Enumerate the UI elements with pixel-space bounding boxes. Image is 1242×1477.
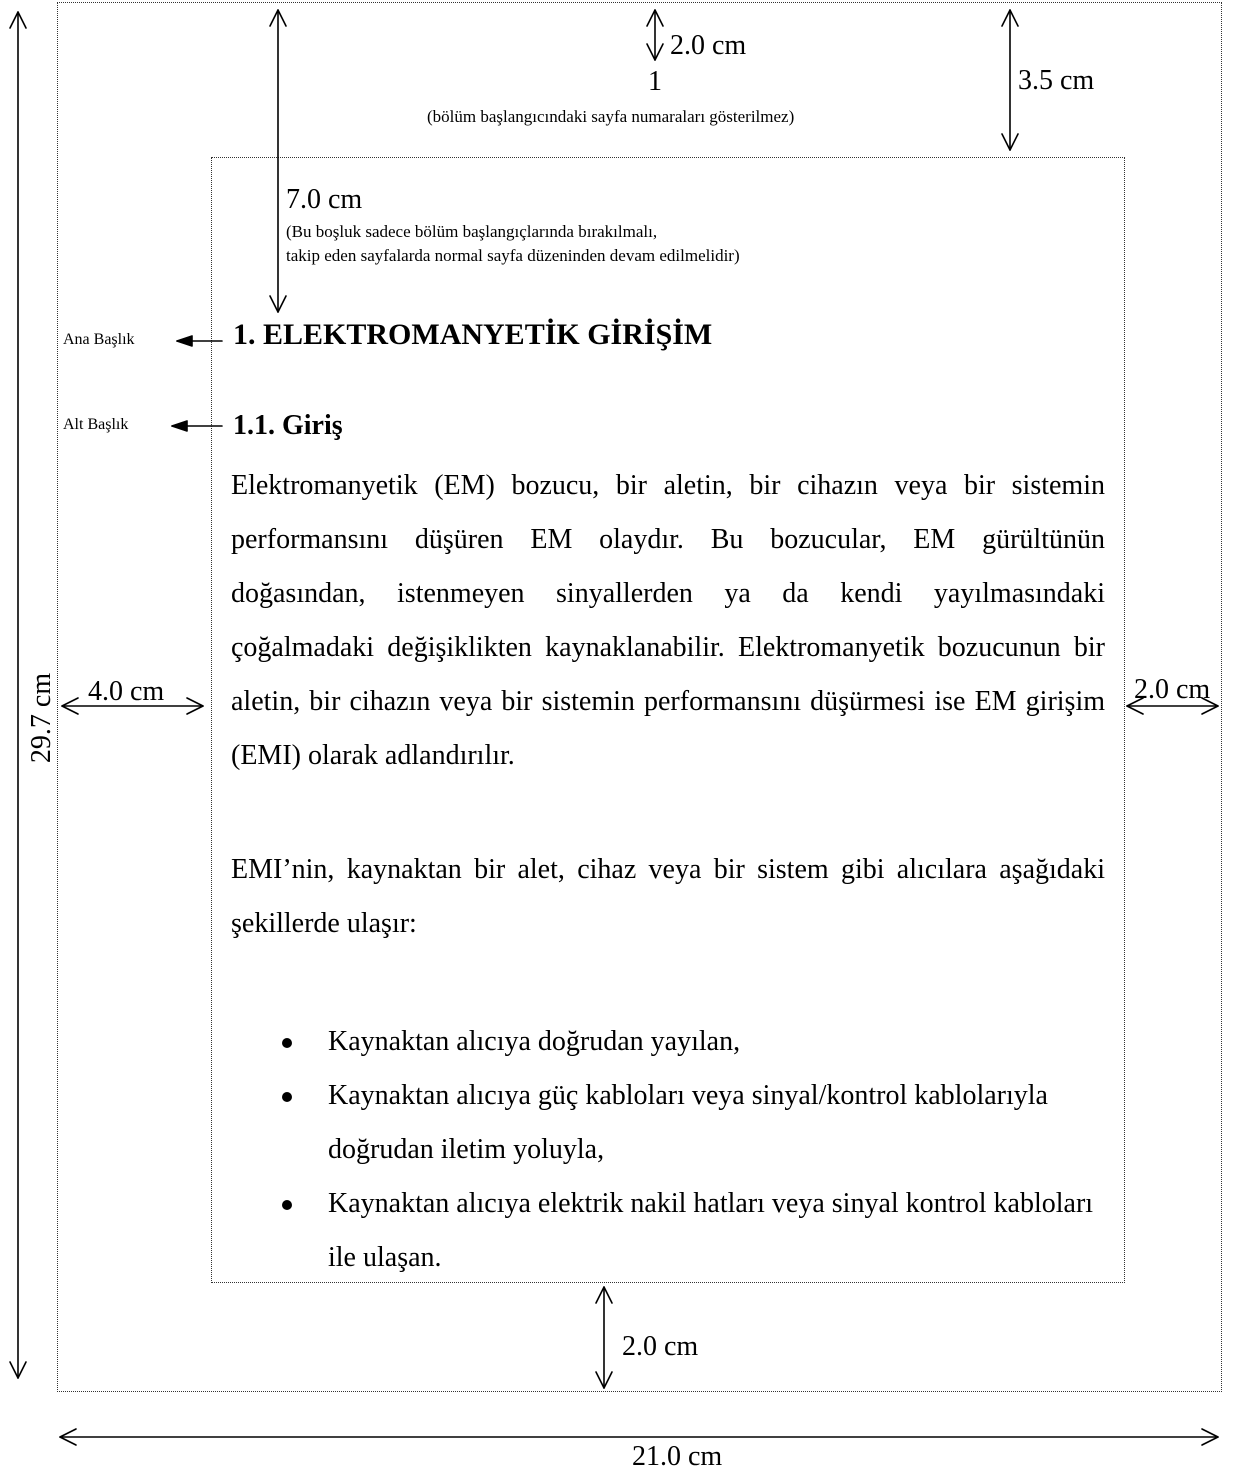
list-item-text: Kaynaktan alıcıya elektrik nakil hatları veya sinyal kontrol kabloları ile ulaşan. (328, 1188, 1094, 1273)
list-item-text: Kaynaktan alıcıya güç kabloları veya sinyal/kontrol kablolarıyla doğrudan iletim yoluyla, (328, 1080, 1048, 1165)
chapter-heading: 1. ELEKTROMANYETİK GİRİŞİM (233, 318, 713, 351)
bullet-icon (282, 1038, 292, 1048)
left-margin-label: 4.0 cm (88, 676, 165, 707)
bottom-margin-arrow (596, 1287, 612, 1388)
list-item (231, 1069, 1105, 1177)
bullet-icon (282, 1092, 292, 1102)
main-heading-pointer (177, 336, 222, 346)
page-number: 1 (648, 66, 662, 97)
bullet-list (231, 1015, 1105, 1285)
bottom-margin-label: 2.0 cm (622, 1331, 699, 1362)
paragraph-1: Elektromanyetik (EM) bozucu, bir aletin, bir cihazın veya bir sistemin performansını düşüren EM olaydır. Bu bozucular, EM gürültünün doğasından, istenmeyen sinyallerden ya da kendi yayılmasındaki çoğalmadaki değişiklikten kaynaklanabilir. Elektromanyetik bozucunun bir aletin, bir cihazın veya bir sistemin performansını düşürmesi ise EM girişim (EMI) olarak adlandırılır. (231, 470, 1105, 771)
list-item (231, 1015, 1105, 1069)
paragraph-2: EMI’nin, kaynaktan bir alet, cihaz veya bir sistem gibi alıcılara aşağıdaki şekillerde ulaşır: (231, 854, 1105, 939)
page-number-note: (bölüm başlangıcındaki sayfa numaraları gösterilmez) (427, 107, 795, 126)
page-width-label: 21.0 cm (632, 1441, 723, 1472)
page-height-arrow (10, 12, 26, 1378)
section-heading: 1.1. Giriş (233, 410, 343, 441)
sub-heading-label: Alt Başlık (63, 416, 129, 433)
bullet-icon (282, 1200, 292, 1210)
list-item-text: Kaynaktan alıcıya doğrudan yayılan, (328, 1026, 741, 1057)
list-item (231, 1177, 1105, 1285)
chapter-space-note-line2: takip eden sayfalarda normal sayfa düzeninden devam edilmelidir) (286, 246, 740, 265)
chapter-space-arrow (270, 10, 286, 312)
page-height-label: 29.7 cm (26, 672, 57, 764)
chapter-space-label: 7.0 cm (286, 184, 363, 215)
main-heading-label: Ana Başlık (63, 331, 135, 348)
sub-heading-pointer (172, 421, 222, 431)
chapter-space-note-line1: (Bu boşluk sadece bölüm başlangıçlarında bırakılmalı, (286, 222, 658, 241)
top-margin-label: 2.0 cm (670, 30, 747, 61)
top-margin-arrow (647, 10, 663, 60)
right-margin-label: 2.0 cm (1134, 674, 1211, 705)
header-space-label: 3.5 cm (1018, 65, 1095, 96)
header-space-arrow (1002, 10, 1018, 150)
